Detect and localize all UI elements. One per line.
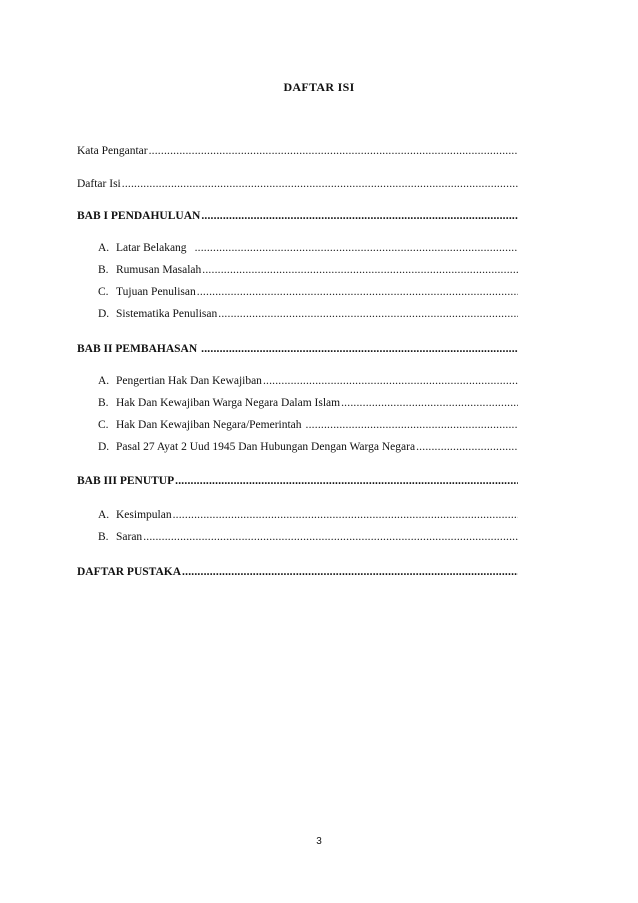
page-title: DAFTAR ISI xyxy=(283,80,355,94)
dot-leader xyxy=(149,143,518,159)
page-number: 3 xyxy=(316,836,322,847)
toc-entry-label: Kata Pengantar xyxy=(77,145,148,157)
item-marker: B. xyxy=(98,264,109,276)
toc-item-bab2-a xyxy=(98,373,518,389)
toc-item-bab1-b xyxy=(98,262,518,278)
toc-item-label: Kesimpulan xyxy=(116,509,172,521)
toc-item-label: Latar Belakang xyxy=(116,242,187,254)
dot-leader xyxy=(173,507,518,523)
toc-chapter-label: BAB II PEMBAHASAN xyxy=(77,343,198,355)
item-marker: D. xyxy=(98,441,110,453)
toc-item-bab2-b xyxy=(98,395,518,411)
toc-item-label: Sistematika Penulisan xyxy=(116,308,218,320)
dot-leader xyxy=(122,176,518,192)
dot-leader xyxy=(341,395,518,411)
toc-entry-kata-pengantar xyxy=(77,143,518,159)
dot-leader xyxy=(202,262,518,278)
toc-item-bab1-a xyxy=(98,240,518,256)
item-marker: B. xyxy=(98,531,109,543)
toc-entry-daftar-isi xyxy=(77,176,518,192)
dot-leader xyxy=(416,439,518,455)
item-marker: A. xyxy=(98,375,110,387)
dot-leader xyxy=(306,417,518,433)
toc-chapter-bab-2 xyxy=(77,341,518,357)
toc-item-label: Saran xyxy=(116,531,143,543)
dot-leader xyxy=(263,373,518,389)
toc-item-bab1-d xyxy=(98,306,518,322)
toc-item-bab2-d xyxy=(98,439,518,455)
toc-chapter-label: BAB III PENUTUP xyxy=(77,475,175,487)
toc-item-bab2-c xyxy=(98,417,518,433)
item-marker: D. xyxy=(98,308,110,320)
toc-entry-daftar-pustaka xyxy=(77,564,518,580)
toc-item-label: Pengertian Hak Dan Kewajiban xyxy=(116,375,262,387)
toc-item-bab3-a xyxy=(98,507,518,523)
toc-item-label: Hak Dan Kewajiban Warga Negara Dalam Islam xyxy=(116,397,341,409)
dot-leader xyxy=(182,564,518,580)
dot-leader xyxy=(143,529,518,545)
toc-item-label: Pasal 27 Ayat 2 Uud 1945 Dan Hubungan Dengan Warga Negara xyxy=(116,441,416,453)
toc-chapter-bab-3 xyxy=(77,473,518,489)
dot-leader xyxy=(197,284,518,300)
item-marker: A. xyxy=(98,242,110,254)
dot-leader xyxy=(195,240,518,256)
toc-chapter-label: DAFTAR PUSTAKA xyxy=(77,566,182,578)
toc-entry-label: Daftar Isi xyxy=(77,178,121,190)
item-marker: C. xyxy=(98,419,109,431)
item-marker: B. xyxy=(98,397,109,409)
toc-chapter-bab-1 xyxy=(77,208,518,224)
toc-item-bab1-c xyxy=(98,284,518,300)
dot-leader xyxy=(201,341,518,357)
toc-item-label: Tujuan Penulisan xyxy=(116,286,196,298)
toc-item-bab3-b xyxy=(98,529,518,545)
item-marker: C. xyxy=(98,286,109,298)
dot-leader xyxy=(175,473,518,489)
toc-chapter-label: BAB I PENDAHULUAN xyxy=(77,210,201,222)
toc-item-label: Hak Dan Kewajiban Negara/Pemerintah xyxy=(116,419,302,431)
toc-item-label: Rumusan Masalah xyxy=(116,264,202,276)
item-marker: A. xyxy=(98,509,110,521)
dot-leader xyxy=(218,306,518,322)
dot-leader xyxy=(201,208,518,224)
